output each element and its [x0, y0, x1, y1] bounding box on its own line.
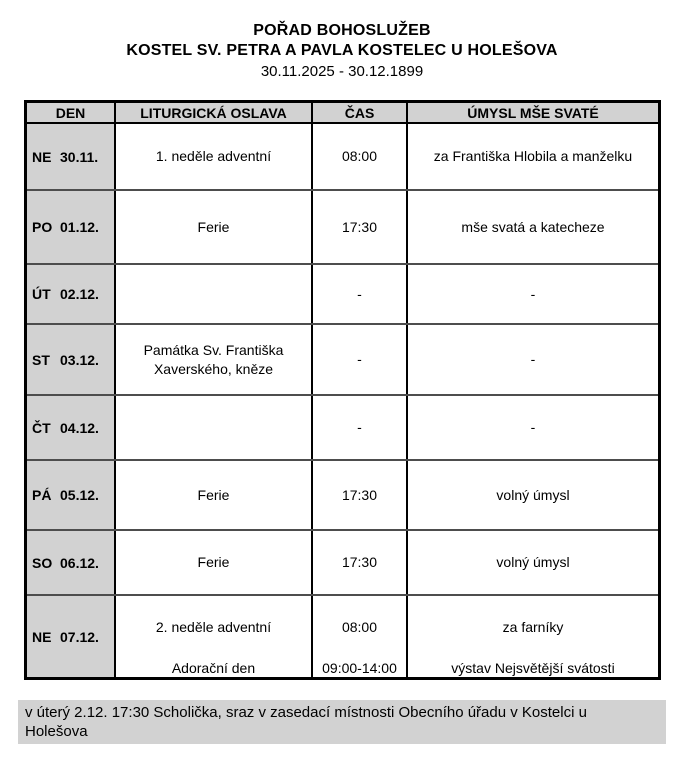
day-cell: [27, 265, 116, 323]
table-row: [27, 122, 658, 189]
day-abbr: PO: [32, 219, 53, 235]
day-abbr: ČT: [32, 419, 51, 436]
time-cell: 17:30: [313, 531, 408, 594]
day-abbr: PÁ: [32, 487, 52, 503]
table-row: [27, 263, 658, 323]
celebration-cell: Ferie: [116, 531, 313, 594]
celebration-cell: [116, 596, 313, 677]
day-date: 05.12.: [60, 487, 99, 503]
celebration-cell: 1. neděle adventní: [116, 124, 313, 189]
celebration-line-1: 2. neděle adventní: [155, 618, 272, 635]
time-line-1: 08:00: [341, 618, 378, 635]
celebration-cell: Ferie: [116, 191, 313, 263]
header-umysl-mse-svate: ÚMYSL MŠE SVATÉ: [408, 103, 658, 122]
header-den: DEN: [27, 103, 116, 122]
day-date: 06.12.: [60, 554, 99, 571]
time-cell: -: [313, 265, 408, 323]
table-row: [27, 394, 658, 459]
day-abbr: SO: [32, 554, 53, 571]
time-cell: 17:30: [313, 461, 408, 529]
table-row: [27, 189, 658, 263]
intention-cell: volný úmysl: [496, 486, 570, 503]
intention-cell: za Františka Hlobila a manželku: [433, 148, 633, 164]
table-row: [27, 594, 658, 677]
day-cell: [27, 461, 116, 529]
intention-cell: -: [530, 285, 536, 302]
day-abbr: ÚT: [32, 286, 51, 302]
day-abbr: NE: [32, 148, 52, 165]
footer-announcement: v úterý 2.12. 17:30 Scholička, sraz v zasedací místnosti Obecního úřadu v Kostelci u Holešova: [18, 700, 666, 744]
day-cell: [27, 396, 116, 459]
celebration-line-2: Adorační den: [171, 660, 256, 676]
intention-cell: mše svatá a katecheze: [461, 218, 605, 235]
title-block: [0, 0, 684, 82]
time-line-2: 09:00-14:00: [322, 660, 397, 676]
day-cell: [27, 325, 116, 394]
celebration-cell: [116, 396, 313, 459]
day-date: 01.12.: [60, 219, 99, 235]
day-cell: [27, 191, 116, 263]
table-row: [27, 459, 658, 529]
day-cell: [27, 124, 116, 189]
church-name: KOSTEL SV. PETRA A PAVLA KOSTELEC U HOLEŠOVA: [126, 42, 558, 59]
table-row: [27, 323, 658, 394]
time-cell: -: [313, 396, 408, 459]
page-title: POŘAD BOHOSLUŽEB: [253, 22, 431, 39]
day-date: 30.11.: [60, 148, 99, 165]
day-cell: [27, 596, 116, 677]
date-range: 30.11.2025 - 30.12.1899: [260, 63, 424, 80]
day-date: 07.12.: [60, 628, 99, 645]
celebration-cell: Památka Sv. Františka Xaverského, kněze: [116, 325, 313, 394]
table-header-row: [27, 103, 658, 122]
day-abbr: NE: [32, 628, 52, 645]
time-cell: 17:30: [313, 191, 408, 263]
day-date: 02.12.: [60, 286, 99, 302]
day-abbr: ST: [32, 351, 50, 368]
intention-cell: -: [530, 419, 536, 435]
day-date: 04.12.: [60, 419, 99, 436]
header-cas: ČAS: [313, 103, 408, 122]
day-cell: [27, 531, 116, 594]
time-cell: -: [313, 325, 408, 394]
time-cell: [313, 596, 408, 677]
table-row: [27, 529, 658, 594]
celebration-cell: [116, 265, 313, 323]
intention-cell: [408, 596, 658, 677]
header-liturgicka-oslava: LITURGICKÁ OSLAVA: [116, 103, 313, 122]
intention-cell: volný úmysl: [496, 554, 570, 570]
intention-line-2: výstav Nejsvětější svátosti: [451, 660, 615, 676]
celebration-cell: Ferie: [116, 461, 313, 529]
time-cell: 08:00: [313, 124, 408, 189]
intention-cell: -: [530, 351, 536, 367]
day-date: 03.12.: [60, 351, 99, 368]
schedule-table: [24, 100, 661, 680]
intention-line-1: za farníky: [502, 618, 564, 635]
